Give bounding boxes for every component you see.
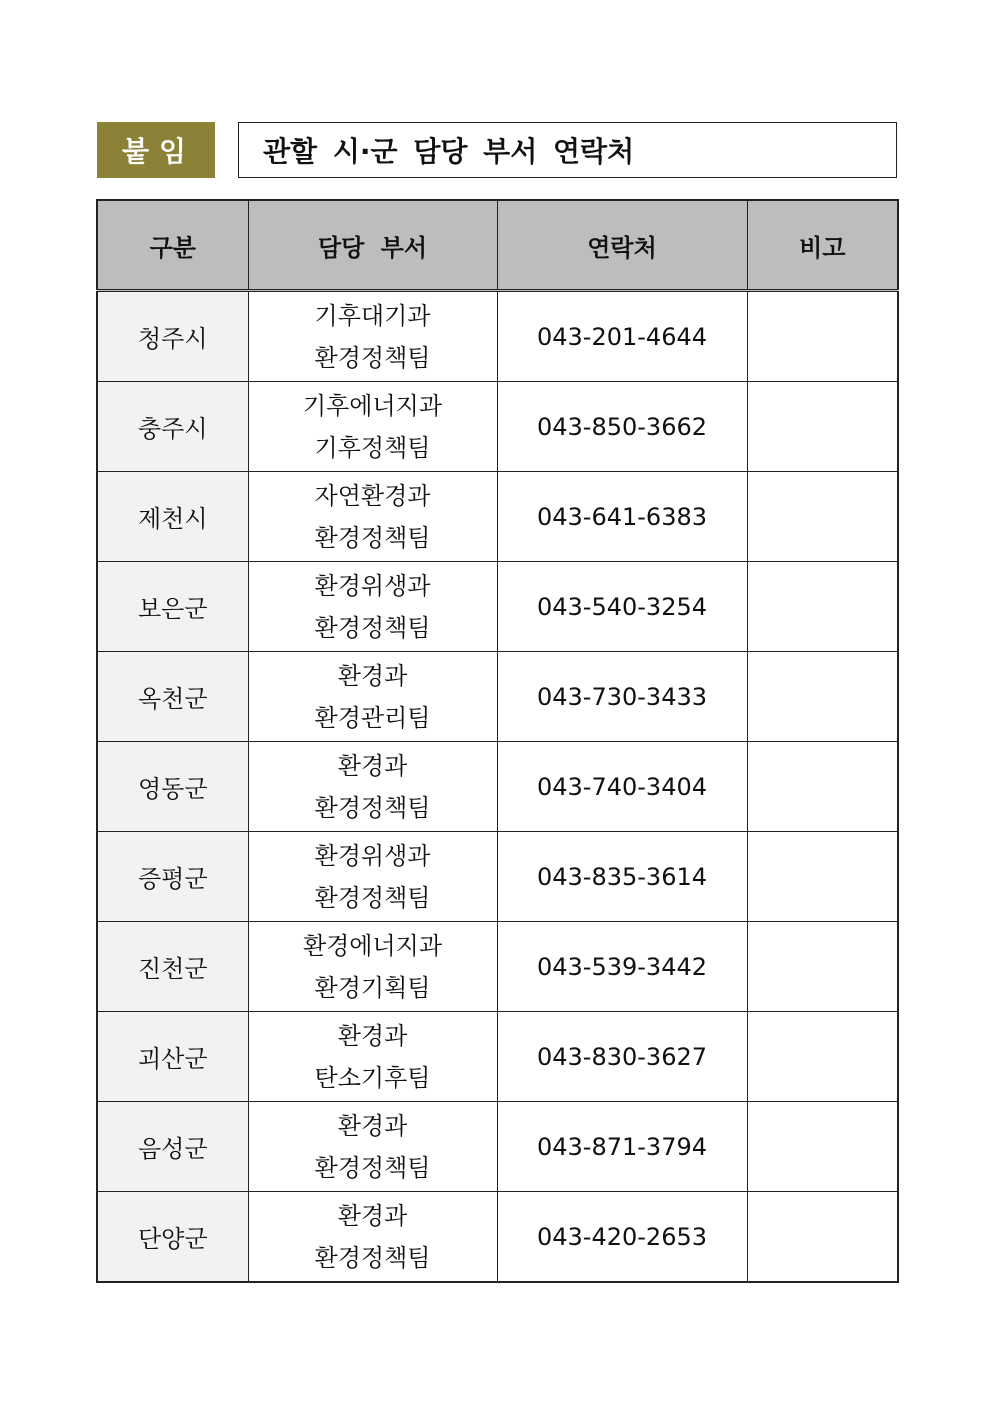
- column-header-contact: 연락처: [497, 200, 747, 291]
- remarks-cell: [747, 742, 898, 832]
- table-header: [97, 200, 898, 291]
- remarks-cell: [747, 832, 898, 922]
- phone-cell: 043-641-6383: [497, 472, 747, 562]
- table-row: [97, 832, 898, 922]
- table-row: [97, 472, 898, 562]
- table-row: [97, 1192, 898, 1283]
- region-cell: 충주시: [97, 382, 248, 472]
- department-name: 환경과: [337, 751, 408, 780]
- department-cell: [248, 472, 497, 562]
- remarks-cell: [747, 1102, 898, 1192]
- department-cell: [248, 1192, 497, 1283]
- table-row: [97, 652, 898, 742]
- phone-cell: 043-740-3404: [497, 742, 747, 832]
- document-title: 관할 시·군 담당 부서 연락처: [238, 122, 897, 178]
- department-cell: [248, 922, 497, 1012]
- region-cell: 제천시: [97, 472, 248, 562]
- phone-cell: 043-201-4644: [497, 291, 747, 382]
- department-name: 환경과: [337, 1021, 408, 1050]
- region-cell: 영동군: [97, 742, 248, 832]
- team-name: 환경관리팀: [314, 703, 431, 732]
- remarks-cell: [747, 652, 898, 742]
- phone-cell: 043-730-3433: [497, 652, 747, 742]
- remarks-cell: [747, 472, 898, 562]
- team-name: 환경정책팀: [314, 343, 431, 372]
- remarks-cell: [747, 1192, 898, 1283]
- region-cell: 옥천군: [97, 652, 248, 742]
- team-name: 환경정책팀: [314, 793, 431, 822]
- department-name: 환경과: [337, 1201, 408, 1230]
- table-row: [97, 562, 898, 652]
- attachment-badge: 붙임: [97, 122, 215, 178]
- phone-cell: 043-420-2653: [497, 1192, 747, 1283]
- department-name: 환경에너지과: [302, 931, 443, 960]
- table-row: [97, 922, 898, 1012]
- region-cell: 음성군: [97, 1102, 248, 1192]
- remarks-cell: [747, 382, 898, 472]
- department-cell: [248, 832, 497, 922]
- remarks-cell: [747, 922, 898, 1012]
- department-cell: [248, 291, 497, 382]
- region-cell: 청주시: [97, 291, 248, 382]
- team-name: 환경정책팀: [314, 1153, 431, 1182]
- table-row: [97, 1012, 898, 1102]
- region-cell: 단양군: [97, 1192, 248, 1283]
- remarks-cell: [747, 1012, 898, 1102]
- department-name: 기후대기과: [314, 301, 431, 330]
- phone-cell: 043-539-3442: [497, 922, 747, 1012]
- column-header-department: 담당 부서: [248, 200, 497, 291]
- phone-cell: 043-850-3662: [497, 382, 747, 472]
- table-row: [97, 742, 898, 832]
- department-name: 자연환경과: [314, 481, 431, 510]
- department-name: 기후에너지과: [302, 391, 443, 420]
- header-row: [97, 200, 898, 291]
- team-name: 환경정책팀: [314, 1243, 431, 1272]
- column-header-remarks: 비고: [747, 200, 898, 291]
- phone-cell: 043-830-3627: [497, 1012, 747, 1102]
- department-cell: [248, 652, 497, 742]
- department-cell: [248, 742, 497, 832]
- team-name: 환경정책팀: [314, 613, 431, 642]
- remarks-cell: [747, 562, 898, 652]
- team-name: 환경정책팀: [314, 883, 431, 912]
- department-name: 환경위생과: [314, 571, 431, 600]
- region-cell: 괴산군: [97, 1012, 248, 1102]
- team-name: 탄소기후팀: [314, 1063, 431, 1092]
- region-cell: 보은군: [97, 562, 248, 652]
- column-header-category: 구분: [97, 200, 248, 291]
- phone-cell: 043-871-3794: [497, 1102, 747, 1192]
- table-row: [97, 1102, 898, 1192]
- region-cell: 진천군: [97, 922, 248, 1012]
- team-name: 환경기획팀: [314, 973, 431, 1002]
- phone-cell: 043-540-3254: [497, 562, 747, 652]
- table-row: [97, 382, 898, 472]
- department-name: 환경과: [337, 661, 408, 690]
- team-name: 기후정책팀: [314, 433, 431, 462]
- department-name: 환경위생과: [314, 841, 431, 870]
- department-cell: [248, 382, 497, 472]
- remarks-cell: [747, 291, 898, 382]
- phone-cell: 043-835-3614: [497, 832, 747, 922]
- department-cell: [248, 1012, 497, 1102]
- department-name: 환경과: [337, 1111, 408, 1140]
- region-cell: 증평군: [97, 832, 248, 922]
- department-cell: [248, 562, 497, 652]
- team-name: 환경정책팀: [314, 523, 431, 552]
- department-cell: [248, 1102, 497, 1192]
- contacts-table: [96, 199, 899, 1283]
- document-header: [97, 122, 897, 178]
- table-row: [97, 291, 898, 382]
- table-body: [97, 291, 898, 1283]
